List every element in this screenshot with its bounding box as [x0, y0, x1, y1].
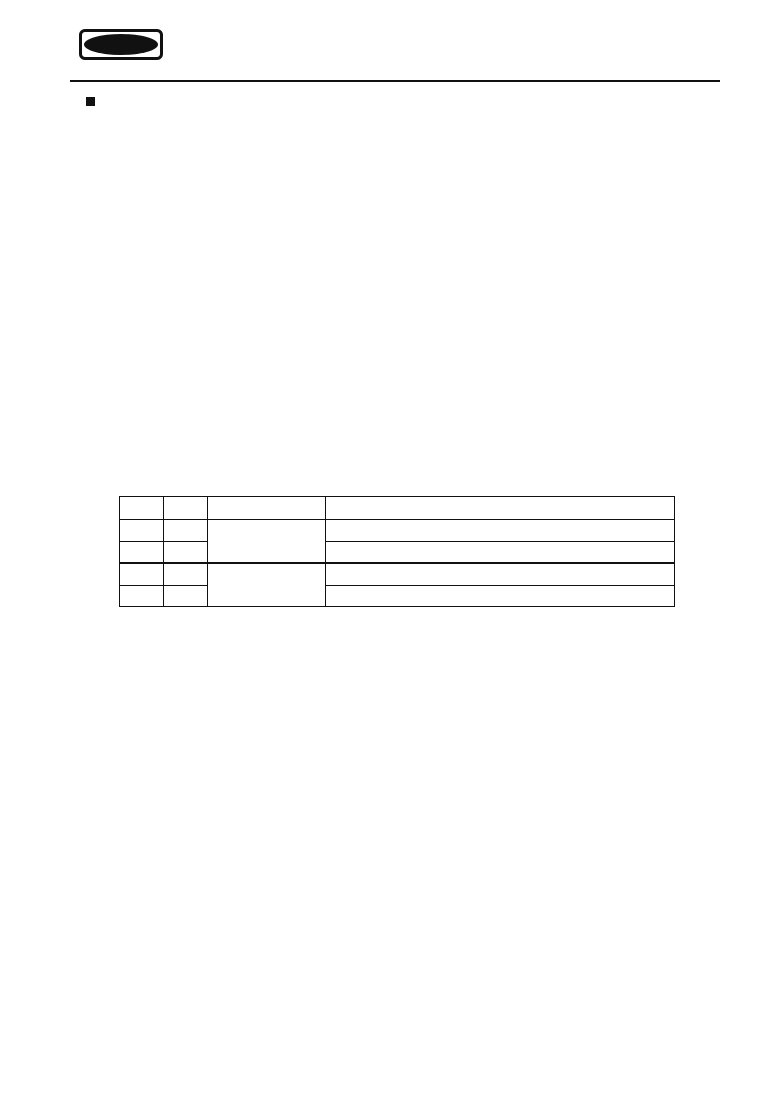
- cell-rs: [120, 520, 164, 542]
- cell-rs: [120, 541, 164, 563]
- cell-operation: [326, 563, 675, 585]
- cell-rw: [164, 585, 208, 607]
- jrc-logo: [79, 29, 163, 60]
- header-rw: [164, 497, 208, 520]
- cell-rs: [120, 585, 164, 607]
- cell-register-ir: [208, 520, 326, 564]
- section-title: [86, 97, 100, 106]
- table-row: [120, 541, 675, 563]
- header-rule: [70, 80, 720, 82]
- header-operation: [326, 497, 675, 520]
- cell-rs: [120, 563, 164, 585]
- table-row: [120, 585, 675, 607]
- black-square-icon: [86, 97, 95, 106]
- cell-operation: [326, 520, 675, 542]
- cell-operation: [326, 585, 675, 607]
- header-selected-register: [208, 497, 326, 520]
- table-header-row: [120, 497, 675, 520]
- cell-operation: [326, 541, 675, 563]
- table-row: [120, 563, 675, 585]
- cell-rw: [164, 520, 208, 542]
- jrc-logo-text: [84, 34, 158, 55]
- register-operation-table: [119, 496, 675, 607]
- cell-register-dr: [208, 563, 326, 607]
- table-row: [120, 520, 675, 542]
- header-rs: [120, 497, 164, 520]
- cell-rw: [164, 541, 208, 563]
- cell-rw: [164, 563, 208, 585]
